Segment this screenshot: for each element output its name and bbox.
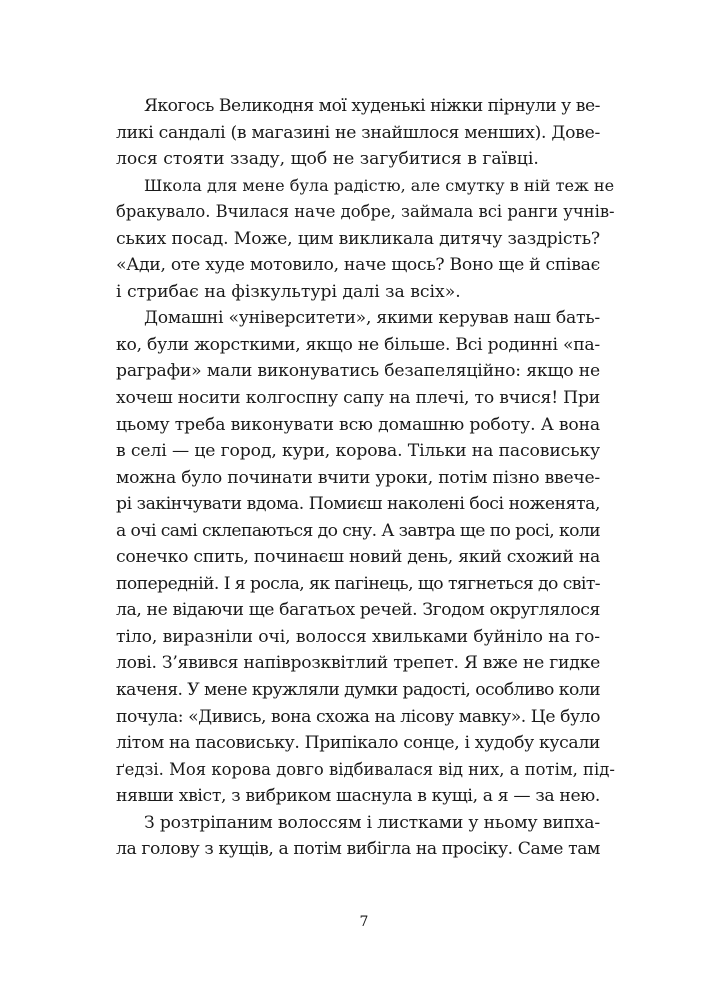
- text-line: літом на пасовиську. Припікало сонце, і худобу кусали: [116, 733, 600, 754]
- text-line: цьому треба виконувати всю домашню роботу. А вона: [116, 414, 600, 435]
- text-line: ко, були жорсткими, якщо не більше. Всі родинні «па-: [116, 334, 600, 355]
- text-line: а очі самі склепаються до сну. А завтра ще по росі, коли: [116, 520, 600, 541]
- text-line: і стрибає на фізкультурі далі за всіх».: [116, 281, 461, 302]
- text-line: лося стояти ззаду, щоб не загубитися в гаївці.: [116, 149, 539, 170]
- text-line: ських посад. Може, цим викликала дитячу заздрість?: [116, 228, 600, 249]
- text-line: ликі сандалі (в магазині не знайшлося менших). Дове-: [116, 122, 600, 143]
- text-line: Домашні «університети», якими керував наш бать-: [144, 308, 600, 329]
- text-line: можна було починати вчити уроки, потім пізно ввече-: [116, 467, 600, 488]
- body-text: [116, 93, 615, 863]
- text-line: нявши хвіст, з вибриком шаснула в кущі, а я — за нею.: [116, 786, 600, 807]
- text-line: рі закінчувати вдома. Помиєш наколені босі ноженята,: [116, 494, 600, 515]
- text-line: ла голову з кущів, а потім вибігла на просіку. Саме там: [116, 839, 600, 860]
- text-line: почула: «Дивись, вона схожа на лісову мавку». Це було: [116, 706, 600, 727]
- text-line: Школа для мене була радістю, але смутку в ній теж не: [144, 175, 615, 195]
- text-line: сонечко спить, починаєш новий день, який схожий на: [116, 547, 600, 568]
- text-line: хочеш носити колгоспну сапу на плечі, то вчися! При: [116, 388, 600, 409]
- text-line: бракувало. Вчилася наче добре, займала всі ранги учнів-: [116, 202, 615, 222]
- text-line: лові. З’явився напіврозквітлий трепет. Я вже не гидке: [116, 653, 600, 674]
- text-line: ґедзі. Моя корова довго відбивалася від них, а потім, під-: [116, 759, 615, 779]
- page-number: 7: [359, 914, 369, 930]
- text-line: раграфи» мали виконуватись безапеляційно: якщо не: [116, 361, 600, 382]
- text-line: попередній. І я росла, як пагінець, що тягнеться до світ-: [116, 573, 600, 594]
- text-line: «Ади, оте худе мотовило, наче щось? Воно ще й співає: [116, 255, 600, 276]
- text-line: ла, не відаючи ще багатьох речей. Згодом округлялося: [116, 600, 600, 621]
- text-line: З розтріпаним волоссям і листками у ньому випха-: [144, 812, 600, 833]
- text-line: тіло, виразніли очі, волосся хвильками буйніло на го-: [116, 626, 600, 647]
- text-line: Якогось Великодня мої худенькі ніжки пірнули у ве-: [144, 96, 600, 116]
- text-line: в селі — це город, кури, корова. Тільки на пасовиську: [116, 441, 600, 462]
- text-line: каченя. У мене кружляли думки радості, особливо коли: [116, 680, 600, 701]
